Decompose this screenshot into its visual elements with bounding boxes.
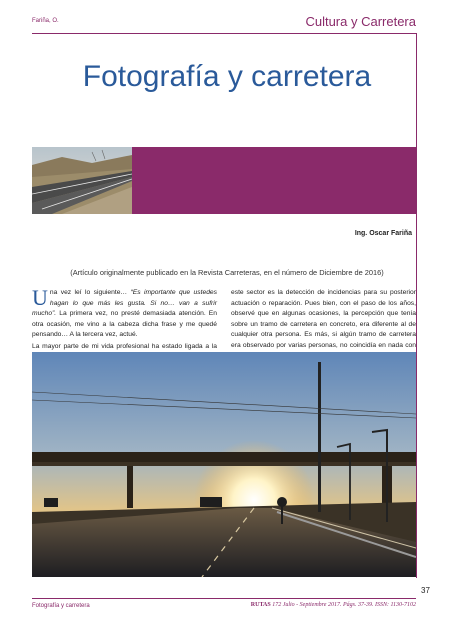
footer-rule: [32, 598, 416, 599]
paragraph-2: La mayor parte de mi vida profesional ha estado ligada a la: [32, 342, 217, 350]
paragraph-1: [32, 285, 217, 341]
page-number: 37: [421, 586, 430, 595]
article-title: Fotografía y carretera: [82, 60, 372, 93]
right-margin-rule: [416, 33, 417, 578]
footer-citation: [251, 602, 416, 608]
byline: Ing. Oscar Fariña: [354, 230, 412, 237]
title-banner: [32, 147, 416, 214]
paragraph-1-end: La primera vez, no presté demasiada atención. En otra ocasión, me vino a la cabeza dicha frase y me quedé pensando… A la tercera vez, actué.: [32, 310, 217, 338]
paragraph-1-quote: “Es importante que ustedes hagan lo que más les gusta. Si no… van a sufrir mucho”.: [32, 289, 217, 317]
publication-note: (Artículo originalmente publicado en la Revista Carreteras, en el número de Diciembre de 2016): [70, 268, 384, 277]
footer-section: Fotografía y carretera: [32, 603, 90, 609]
drop-cap: U: [32, 285, 48, 310]
header-section: Cultura y Carretera: [305, 14, 416, 29]
citation-text: 172 Julio - Septiembre 2017. Págs. 37-39. ISSN: 1130-7102: [270, 602, 416, 608]
paragraph-3: este sector es la detección de incidencias para su posterior actuación o reparación. Pues bien, con el paso de los años, observé que en algunas ocasiones, la percepción que tenía sobre un tramo de carretera en concreto, era diferente al de cualquier otra persona. Es más, si algún tramo de carretera era observado por varias personas, no coincidía en nada con: [231, 289, 416, 349]
journal-name: RUTAS: [250, 602, 271, 608]
header-author: Fariña, O.: [32, 18, 59, 24]
banner-road-photo: [32, 147, 132, 214]
sunset-highway-photo: [32, 352, 416, 577]
sunset-road-image: [32, 352, 416, 577]
road-thumbnail-image: [32, 147, 132, 214]
paragraph-1-start: na vez leí lo siguiente…: [49, 289, 131, 296]
header-rule: [32, 33, 416, 34]
